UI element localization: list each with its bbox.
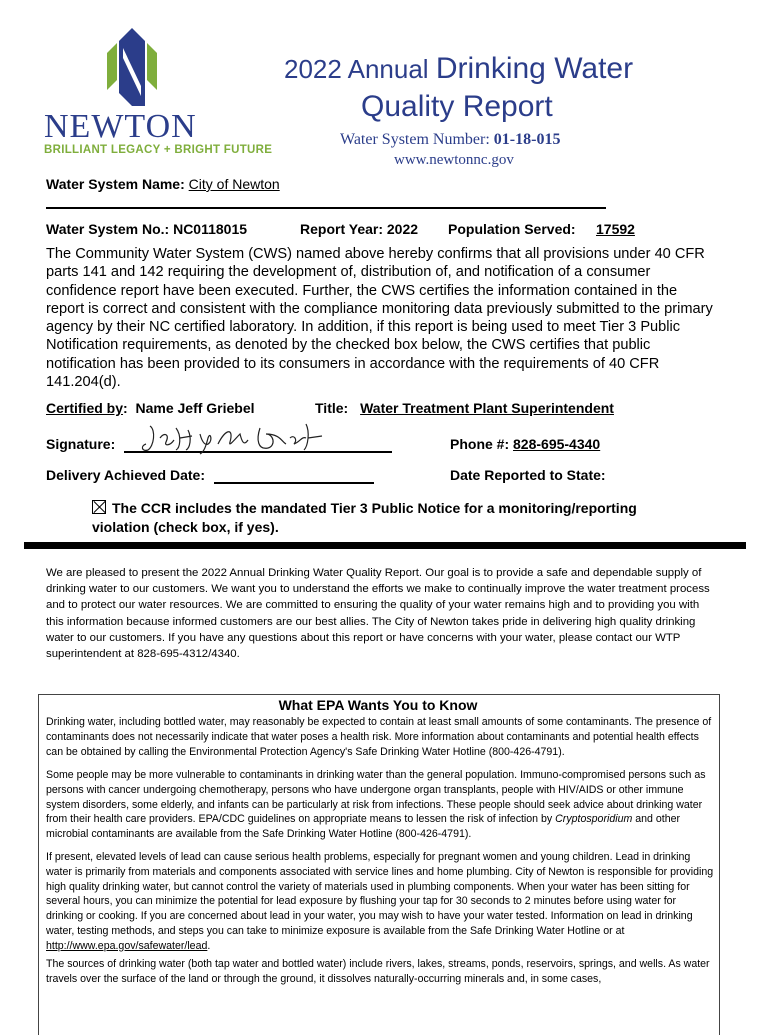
system-no-value: NC0118015 — [173, 221, 248, 237]
epa-paragraph-1: Drinking water, including bottled water, may reasonably be expected to contain at least small amounts of some contaminants. The presence of contaminants does not necessarily indicate that water poses a health risk. More information about contaminants and potential health effects can be obtained by calling the Environmental Protection Agency's Safe Drinking Water Hotline (800-426-4791). — [46, 716, 712, 758]
title-label: Title: — [315, 400, 349, 416]
report-title-line1 — [284, 52, 633, 86]
signature-label: Signature: — [46, 436, 116, 452]
title-row — [315, 400, 620, 416]
epa-paragraph-2 — [46, 768, 714, 842]
epa-p3-text: If present, elevated levels of lead can cause serious health problems, especially for pregnant women and young children. Lead in drinking water is primarily from materials and components associated with service lines and home plumbing. City of Newton is responsible for providing high quality drinking water, but cannot control the variety of materials used in plumbing components. When your water has been sitting for several hours, you can minimize the potential for lead exposure by flushing your tap for 30 seconds to 2 minutes before using water for drinking or cooking. If you are concerned about lead in your water, you may wish to have your water tested. Information on lead in drinking water, testing methods, and steps you can take to minimize exposure is available from the Safe Drinking Water Hotline or at — [46, 851, 714, 937]
delivery-date-label: Delivery Achieved Date: — [46, 467, 205, 483]
title-prefix: 2022 Annual — [284, 54, 429, 84]
logo-wordmark: NEWTON — [44, 108, 197, 145]
epa-p2-italic: Cryptosporidium — [555, 813, 633, 826]
report-year — [300, 221, 418, 237]
water-system-number-value: 01-18-015 — [493, 131, 561, 148]
system-no — [46, 221, 247, 237]
name-label: Name — [135, 400, 174, 416]
system-name-value: City of Newton — [188, 176, 280, 192]
title-value: Water Treatment Plant Superintendent — [360, 400, 614, 416]
report-year-label: Report Year: — [300, 221, 383, 237]
epa-lead-link[interactable]: http://www.epa.gov/safewater/lead — [46, 939, 208, 952]
epa-heading: What EPA Wants You to Know — [278, 697, 478, 713]
newton-logo-mark — [93, 26, 171, 108]
system-name-label: Water System Name: — [46, 176, 185, 192]
report-year-value: 2022 — [386, 221, 419, 237]
phone-row — [450, 436, 600, 452]
logo-tagline: BRILLIANT LEGACY + BRIGHT FUTURE — [44, 144, 273, 156]
system-no-label: Water System No.: — [46, 221, 170, 237]
system-name-row — [46, 176, 280, 192]
report-title-line2: Quality Report — [361, 90, 553, 123]
epa-paragraph-3 — [46, 850, 714, 954]
website: www.newtonnc.gov — [394, 152, 514, 168]
ccr-notice: The CCR includes the mandated Tier 3 Public Notice for a monitoring/reporting violation (check box, if yes). — [92, 500, 637, 535]
date-reported-label: Date Reported to State: — [450, 467, 606, 483]
certified-by-label: Certified by — [46, 400, 124, 416]
section-divider — [24, 542, 746, 549]
population-value: 17592 — [596, 221, 635, 237]
epa-paragraph-4: The sources of drinking water (both tap water and bottled water) include rivers, lakes, streams, ponds, reservoirs, springs, and wells. As water travels over the surface of the land or through the ground, it dissolves naturally-occurring minerals and, in some cases, — [46, 958, 710, 985]
phone-label: Phone #: — [450, 436, 510, 452]
water-system-number — [340, 131, 560, 149]
water-system-number-label: Water System Number: — [340, 131, 490, 148]
divider — [46, 207, 606, 209]
population-served — [448, 221, 651, 237]
population-label: Population Served: — [448, 221, 576, 237]
epa-p3-end: . — [207, 939, 211, 952]
certified-name: Jeff Griebel — [177, 400, 255, 416]
epa-p2-text: Some people may be more vulnerable to contaminants in drinking water than the general population. Immuno-compromised persons such as persons with cancer undergoing chemotherapy, persons who have undergone organ transplants, people with HIV/AIDS or other immune system disorders, some elderly, and infants can be particularly at risk from infections. These people should seek advice about drinking water from their health care providers. EPA/CDC guidelines on appropriate means to lessen the risk of infection by — [46, 769, 706, 826]
phone-value: 828-695-4340 — [513, 436, 601, 452]
signature-image — [130, 420, 330, 456]
epa-p2-text-end: and other microbial contaminants are available from the Safe Drinking Water Hotline (800-426-4791). — [46, 813, 681, 841]
intro-paragraph: We are pleased to present the 2022 Annual Drinking Water Quality Report. Our goal is to provide a safe and dependable supply of drinking water to our customers. We want you to understand the efforts we make to continually improve the water treatment process and to protect our water resources. We are committed to ensuring the quality of your water remains high and to providing you with this information because informed customers are our best allies. The City of Newton takes pride in delivering high quality drinking water to our customers. If you have any questions about this report or have concerns with your water, please contact our WTP superintendent at 828-695-4312/4340. — [46, 567, 710, 661]
certification-paragraph: The Community Water System (CWS) named above hereby confirms that all provisions under 40 CFR parts 141 and 142 requiring the development of, distribution of, and notification of a consumer confidence report have been executed. Further, the CWS certifies the information contained in the report is correct and consistent with the compliance monitoring data previously submitted to the primary agency by their NC certified laboratory. In addition, if this report is being used to meet Tier 3 Public Notification requirements, as denoted by the checked box below, the CWS certifies that public notification has been provided to its consumers in accordance with the requirements of 40 CFR 141.204(d). — [46, 246, 713, 391]
delivery-date-line — [214, 482, 374, 484]
certified-by-row: Certified by: Name Jeff Griebel — [46, 400, 255, 416]
title-highlight: Drinking Water — [435, 52, 634, 85]
